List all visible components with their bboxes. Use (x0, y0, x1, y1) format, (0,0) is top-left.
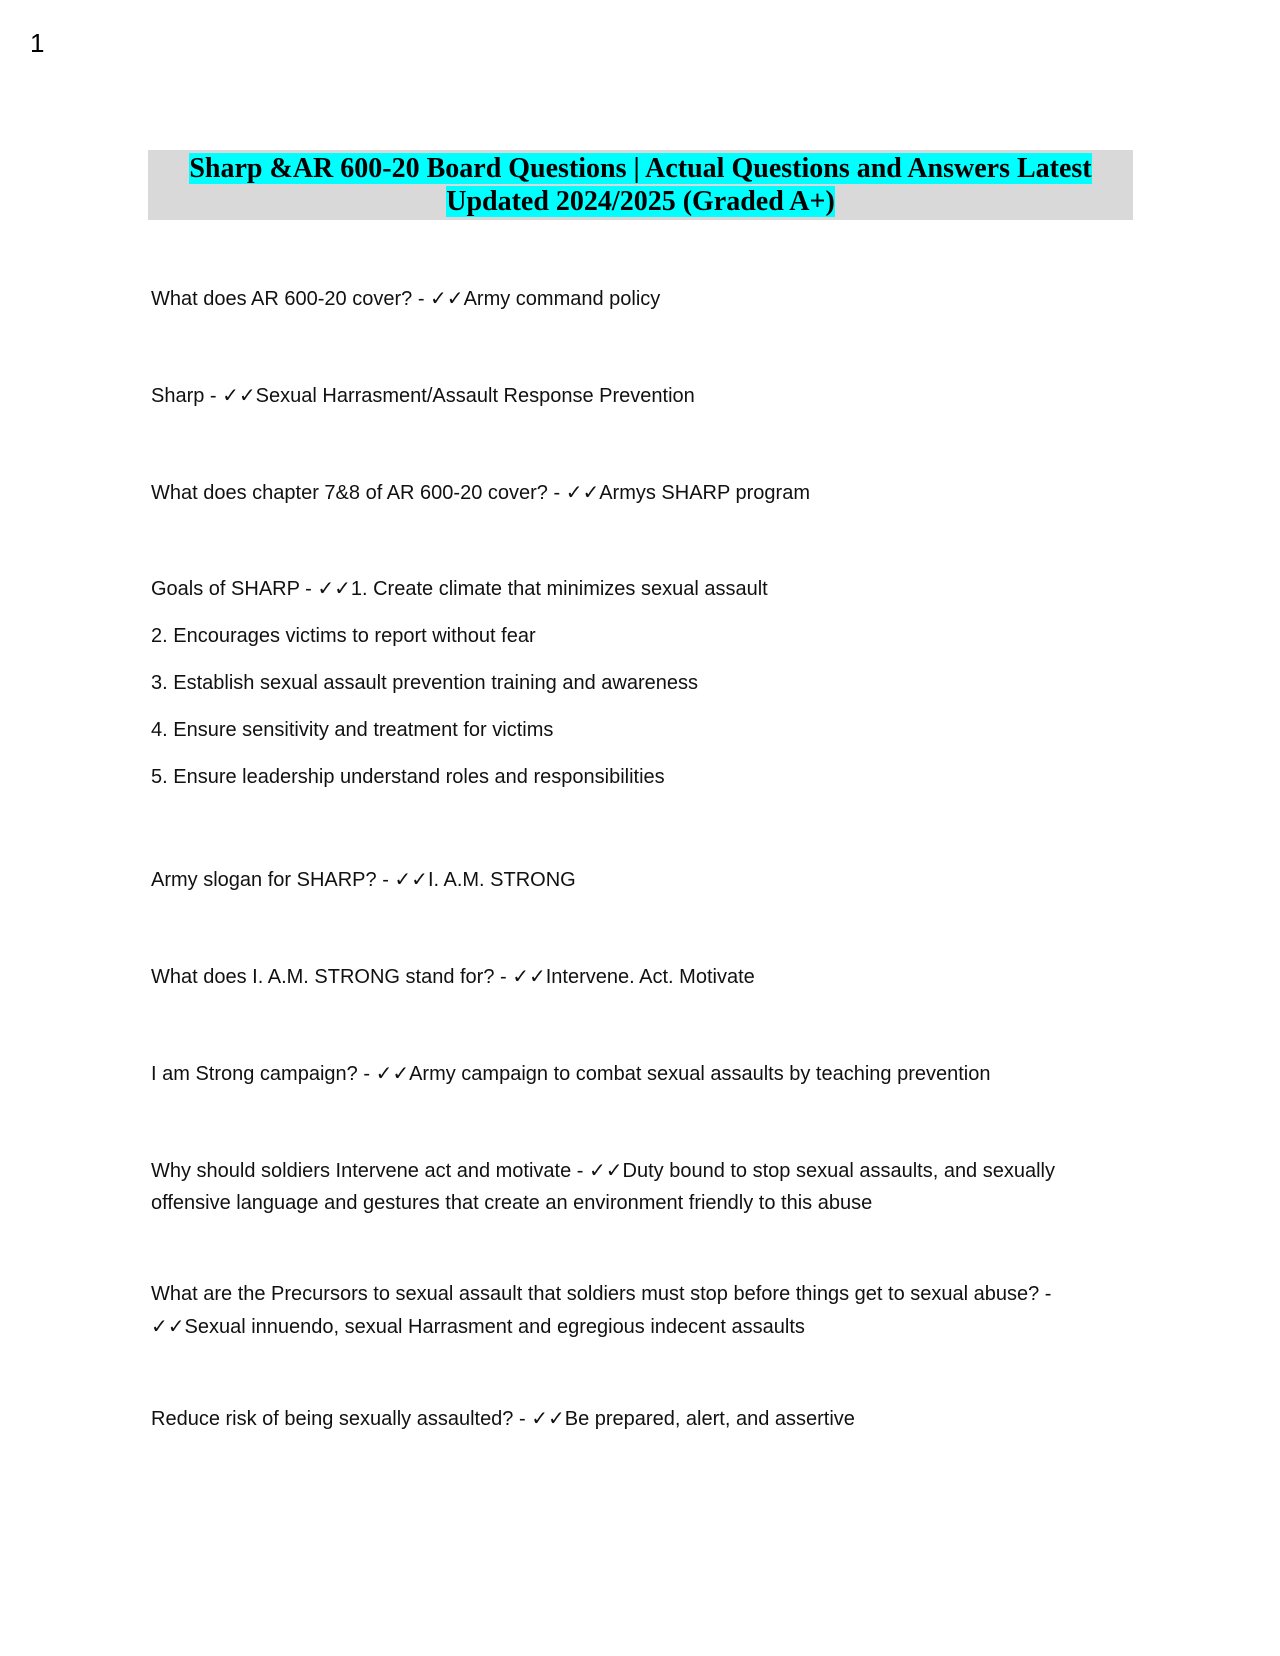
qa-item-2 (151, 379, 1111, 412)
question: What are the Precursors to sexual assault that soldiers must stop before things get to sexual abuse? - (151, 1283, 1052, 1305)
qa-item-6 (151, 960, 1111, 993)
goals-list (151, 620, 1111, 793)
check-icon: ✓✓ (317, 576, 351, 600)
qa-item-5 (151, 863, 1111, 896)
answer: 1. Create climate that minimizes sexual assault (350, 578, 768, 600)
answer: Armys SHARP program (599, 482, 810, 504)
check-icon: ✓✓ (565, 480, 600, 504)
check-icon: ✓✓ (531, 1406, 565, 1430)
check-icon: ✓✓ (375, 1061, 410, 1085)
question: Goals of SHARP - (151, 578, 318, 600)
question: Reduce risk of being sexually assaulted? - (151, 1408, 532, 1430)
question: What does I. A.M. STRONG stand for? - (151, 966, 513, 988)
list-item: 2. Encourages victims to report without fear (151, 625, 536, 647)
answer: Sexual Harrasment/Assault Response Prevention (255, 385, 695, 407)
question: What does chapter 7&8 of AR 600-20 cover? - (151, 482, 566, 504)
answer: Intervene. Act. Motivate (545, 966, 755, 988)
qa-item-4 (151, 572, 1111, 793)
title-line-2: Updated 2024/2025 (Graded A+) (446, 186, 835, 217)
question: What does AR 600-20 cover? - (151, 288, 431, 310)
qa-item-7 (151, 1057, 1111, 1090)
answer: Army campaign to combat sexual assaults by teaching prevention (409, 1063, 991, 1085)
page-number: 1 (30, 28, 45, 58)
answer: Sexual innuendo, sexual Harrasment and egregious indecent assaults (184, 1316, 805, 1338)
check-icon: ✓✓ (151, 1314, 185, 1338)
question: Why should soldiers Intervene act and motivate - (151, 1160, 589, 1182)
check-icon: ✓✓ (512, 964, 546, 988)
document-title (148, 150, 1133, 220)
answer: Duty bound to stop sexual assaults, and sexually offensive language and gestures that create an environment friendly to this abuse (151, 1160, 1055, 1214)
qa-item-3 (151, 476, 1111, 509)
qa-item-1 (151, 282, 1111, 315)
check-icon: ✓✓ (222, 383, 256, 407)
list-item: 4. Ensure sensitivity and treatment for victims (151, 719, 554, 741)
qa-item-8 (151, 1154, 1111, 1219)
qa-item-10 (151, 1402, 1111, 1435)
check-icon: ✓✓ (394, 867, 428, 891)
title-line-1: Sharp &AR 600-20 Board Questions | Actual Questions and Answers Latest (189, 153, 1092, 184)
answer: I. A.M. STRONG (427, 869, 576, 891)
question: Army slogan for SHARP? - (151, 869, 395, 891)
check-icon: ✓✓ (589, 1158, 623, 1182)
answer: Be prepared, alert, and assertive (564, 1408, 855, 1430)
qa-item-9 (151, 1278, 1111, 1343)
question: I am Strong campaign? - (151, 1063, 376, 1085)
check-icon: ✓✓ (430, 286, 464, 310)
answer: Army command policy (463, 288, 661, 310)
list-item: 5. Ensure leadership understand roles and responsibilities (151, 766, 665, 788)
question: Sharp - (151, 385, 223, 407)
list-item: 3. Establish sexual assault prevention training and awareness (151, 672, 698, 694)
